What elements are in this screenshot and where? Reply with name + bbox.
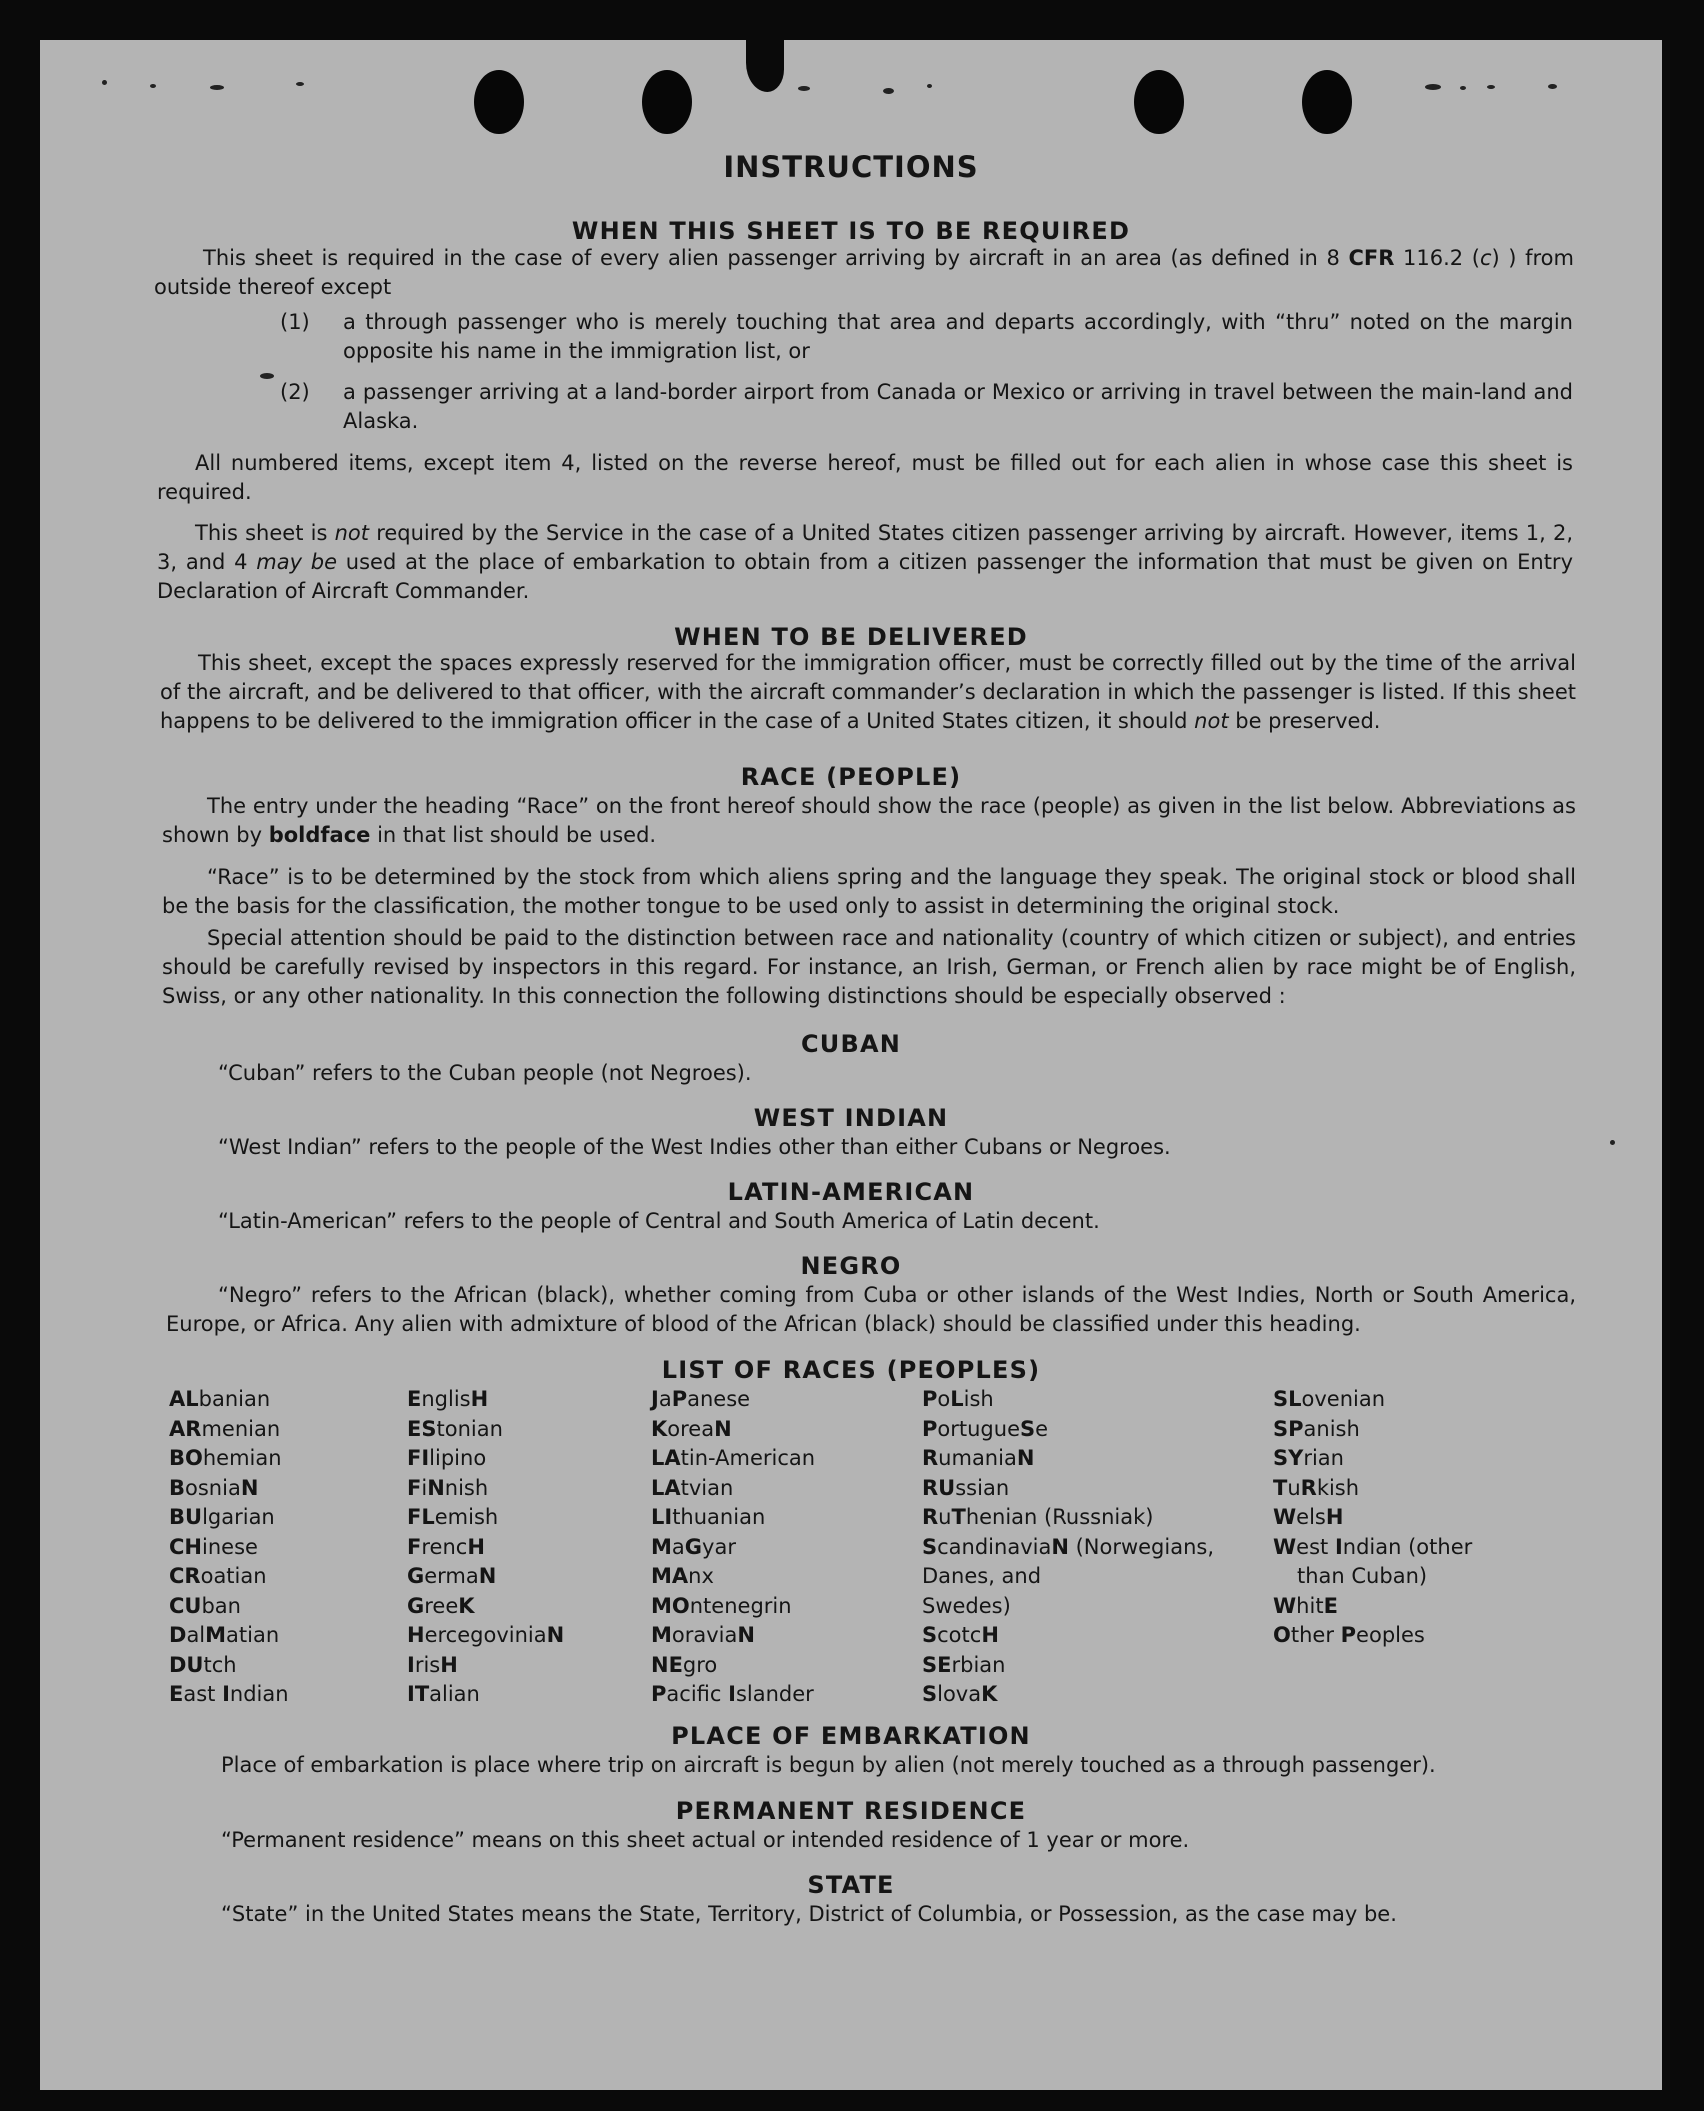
speck [883,88,894,94]
heading-west-indian: WEST INDIAN [753,1104,949,1132]
speck [1610,1140,1615,1145]
race-list-item: BOhemian [169,1446,282,1470]
heading-when-required: WHEN THIS SHEET IS TO BE REQUIRED [571,217,1131,245]
race-list-item: MOntenegrin [651,1593,792,1618]
race-list-item: FIlipino [407,1446,487,1470]
race-list-item: CHinese [169,1534,258,1559]
speck [150,84,156,88]
heading-place-of-embarkation: PLACE OF EMBARKATION [671,1722,1031,1750]
race-list-item: SErbian [922,1652,1006,1677]
state-text: “State” in the United States means the State, Territory, District of Columbia, or Possession, as the case may be. [221,1902,1397,1926]
heading-list-of-races: LIST OF RACES (PEOPLES) [661,1356,1041,1384]
race-list-item: TuRkish [1273,1475,1360,1500]
speck [1425,84,1441,90]
race-paragraph-1: The entry under the heading “Race” on the front hereof should show the race (people) as given in the list below. Abbreviations as shown by boldface in that list should be used. [162,794,1576,847]
race-list-item: EStonian [407,1416,503,1441]
race-list-item: ALbanian [169,1387,271,1411]
speck [1487,85,1495,89]
race-list-item: GermaN [407,1564,497,1588]
race-paragraph-3: Special attention should be paid to the distinction between race and nationality (country of which citizen or subject), and entries should be carefully revised by inspectors in this regard. For instance, an Irish, German, or French alien by race might be of English, Swiss, or any other nationality. In this connection the following distinctions should be especially observed : [162,926,1576,1008]
punch-hole [1134,70,1184,134]
race-list-item: HercegoviniaN [407,1623,565,1647]
race-list-item: RuThenian (Russniak) [922,1505,1154,1529]
race-list-item: KoreaN [651,1416,732,1441]
race-list-item: WelsH [1273,1505,1344,1529]
race-list-item: LIthuanian [651,1505,766,1529]
race-list-item: BosniaN [169,1475,259,1500]
race-list-item: DalMatian [169,1623,280,1647]
item-number: (1) [280,310,310,334]
item-number: (2) [280,380,310,404]
race-list-item: JaPanese [651,1387,751,1411]
exception-item-1: a through passenger who is merely touching that area and departs accordingly, with “thru” noted on the margin opposite his name in the immigration list, or [343,310,1573,363]
race-list-item: Pacific Islander [651,1682,814,1706]
race-list-item: IrisH [407,1652,458,1677]
race-list-item: CRoatian [169,1564,267,1588]
race-list-item: GreeK [407,1593,475,1618]
west-indian-text: “West Indian” refers to the people of the West Indies other than either Cubans or Negroes. [218,1135,1171,1159]
heading-negro: NEGRO [800,1252,902,1280]
required-intro: This sheet is required in the case of every alien passenger arriving by aircraft in an area (as defined in 8 CFR 116.2 (c) ) from outside thereof except [154,246,1574,299]
race-list-item: BUlgarian [169,1505,275,1529]
race-list-item: West Indian (other [1273,1534,1473,1559]
race-list-item: ITalian [407,1682,480,1706]
race-list-item: RUssian [922,1475,1010,1500]
document-sheet [40,40,1662,2090]
delivered-paragraph: This sheet, except the spaces expressly reserved for the immigration officer, must be correctly filled out by the time of the arrival of the aircraft, and be delivered to that officer, with the aircraft commander’s declaration in which the passenger is listed. If this sheet happens to be delivered to the immigration officer in the case of a United States citizen, it should not be preserved. [160,651,1576,733]
race-list-column [922,1385,1214,1710]
speck [260,373,274,379]
speck [1548,84,1557,89]
heading-race: RACE (PEOPLE) [740,763,962,791]
race-list-item: EnglisH [407,1387,489,1411]
race-list-item: SlovaK [922,1682,998,1706]
race-list-item: SYrian [1273,1446,1344,1470]
exception-item-2: a passenger arriving at a land-border airport from Canada or Mexico or arriving in travel between the main-land and Alaska. [343,380,1573,433]
race-list-item: ScandinaviaN (Norwegians, [922,1534,1215,1559]
race-list-item: PoLish [922,1387,994,1411]
race-list-item: FLemish [407,1505,499,1529]
race-list-item: FiNnish [407,1475,489,1500]
race-list-item: SPanish [1273,1416,1360,1441]
heading-state: STATE [807,1871,895,1899]
heading-latin-american: LATIN-AMERICAN [727,1178,975,1206]
speck [210,85,224,90]
race-list-item: RumaniaN [922,1446,1035,1470]
speck [296,82,304,86]
speck [798,86,810,91]
speck [927,84,932,88]
speck [1460,86,1466,90]
race-list-item: DUtch [169,1652,237,1677]
race-list-item: than Cuban) [1297,1564,1428,1588]
latin-american-text: “Latin-American” refers to the people of Central and South America of Latin decent. [218,1209,1100,1233]
race-list-column [169,1385,289,1710]
race-list-item: CUban [169,1593,241,1618]
race-list-item: SLovenian [1273,1387,1386,1411]
race-list-column [651,1385,815,1710]
race-list-item: MaGyar [651,1534,736,1559]
race-list-item: LAtin-American [651,1446,816,1470]
punch-hole [642,70,692,134]
race-paragraph-2: “Race” is to be determined by the stock from which aliens spring and the language they speak. The original stock or blood shall be the basis for the classification, the mother tongue to be used only to assist in determining the original stock. [162,865,1576,918]
torn-edge [746,40,784,92]
punch-hole [474,70,524,134]
heading-cuban: CUBAN [800,1030,902,1058]
cuban-text: “Cuban” refers to the Cuban people (not Negroes). [218,1061,752,1085]
numbered-items-paragraph: All numbered items, except item 4, listed on the reverse hereof, must be filled out for each alien in whose case this sheet is required. [157,451,1573,504]
race-list-item: PortugueSe [922,1416,1049,1441]
embarkation-text: Place of embarkation is place where trip on aircraft is begun by alien (not merely touched as a through passenger). [221,1753,1436,1777]
citizen-paragraph: This sheet is not required by the Service in the case of a United States citizen passenger arriving by aircraft. However, items 1, 2, 3, and 4 may be used at the place of embarkation to obtain from a citizen passenger the information that must be given on Entry Declaration of Aircraft Commander. [157,521,1573,603]
race-list-item: NEgro [651,1652,718,1677]
race-list-item: ScotcH [922,1623,999,1647]
heading-when-delivered: WHEN TO BE DELIVERED [674,623,1028,651]
race-list-column [407,1385,564,1710]
race-list-item: WhitE [1273,1593,1338,1618]
negro-text: “Negro” refers to the African (black), whether coming from Cuba or other islands of the West Indies, North or South America, Europe, or Africa. Any alien with admixture of blood of the African (black) should be classified under this heading. [166,1283,1576,1336]
heading-permanent-residence: PERMANENT RESIDENCE [675,1797,1027,1825]
punch-hole [1302,70,1352,134]
race-list-item: ARmenian [169,1416,281,1441]
race-list-item: MoraviaN [651,1623,755,1647]
race-list-item: MAnx [651,1564,714,1588]
race-list-item: Other Peoples [1273,1623,1425,1647]
race-list-item: Danes, and [922,1564,1042,1588]
race-list-item: East Indian [169,1682,289,1706]
page-title: INSTRUCTIONS [723,150,979,184]
speck [102,80,107,85]
race-list-item: FrencH [407,1534,485,1559]
residence-text: “Permanent residence” means on this sheet actual or intended residence of 1 year or more. [221,1828,1190,1852]
race-list-column [1273,1385,1472,1651]
race-list-item: Swedes) [922,1593,1011,1618]
race-list-item: LAtvian [651,1475,734,1500]
